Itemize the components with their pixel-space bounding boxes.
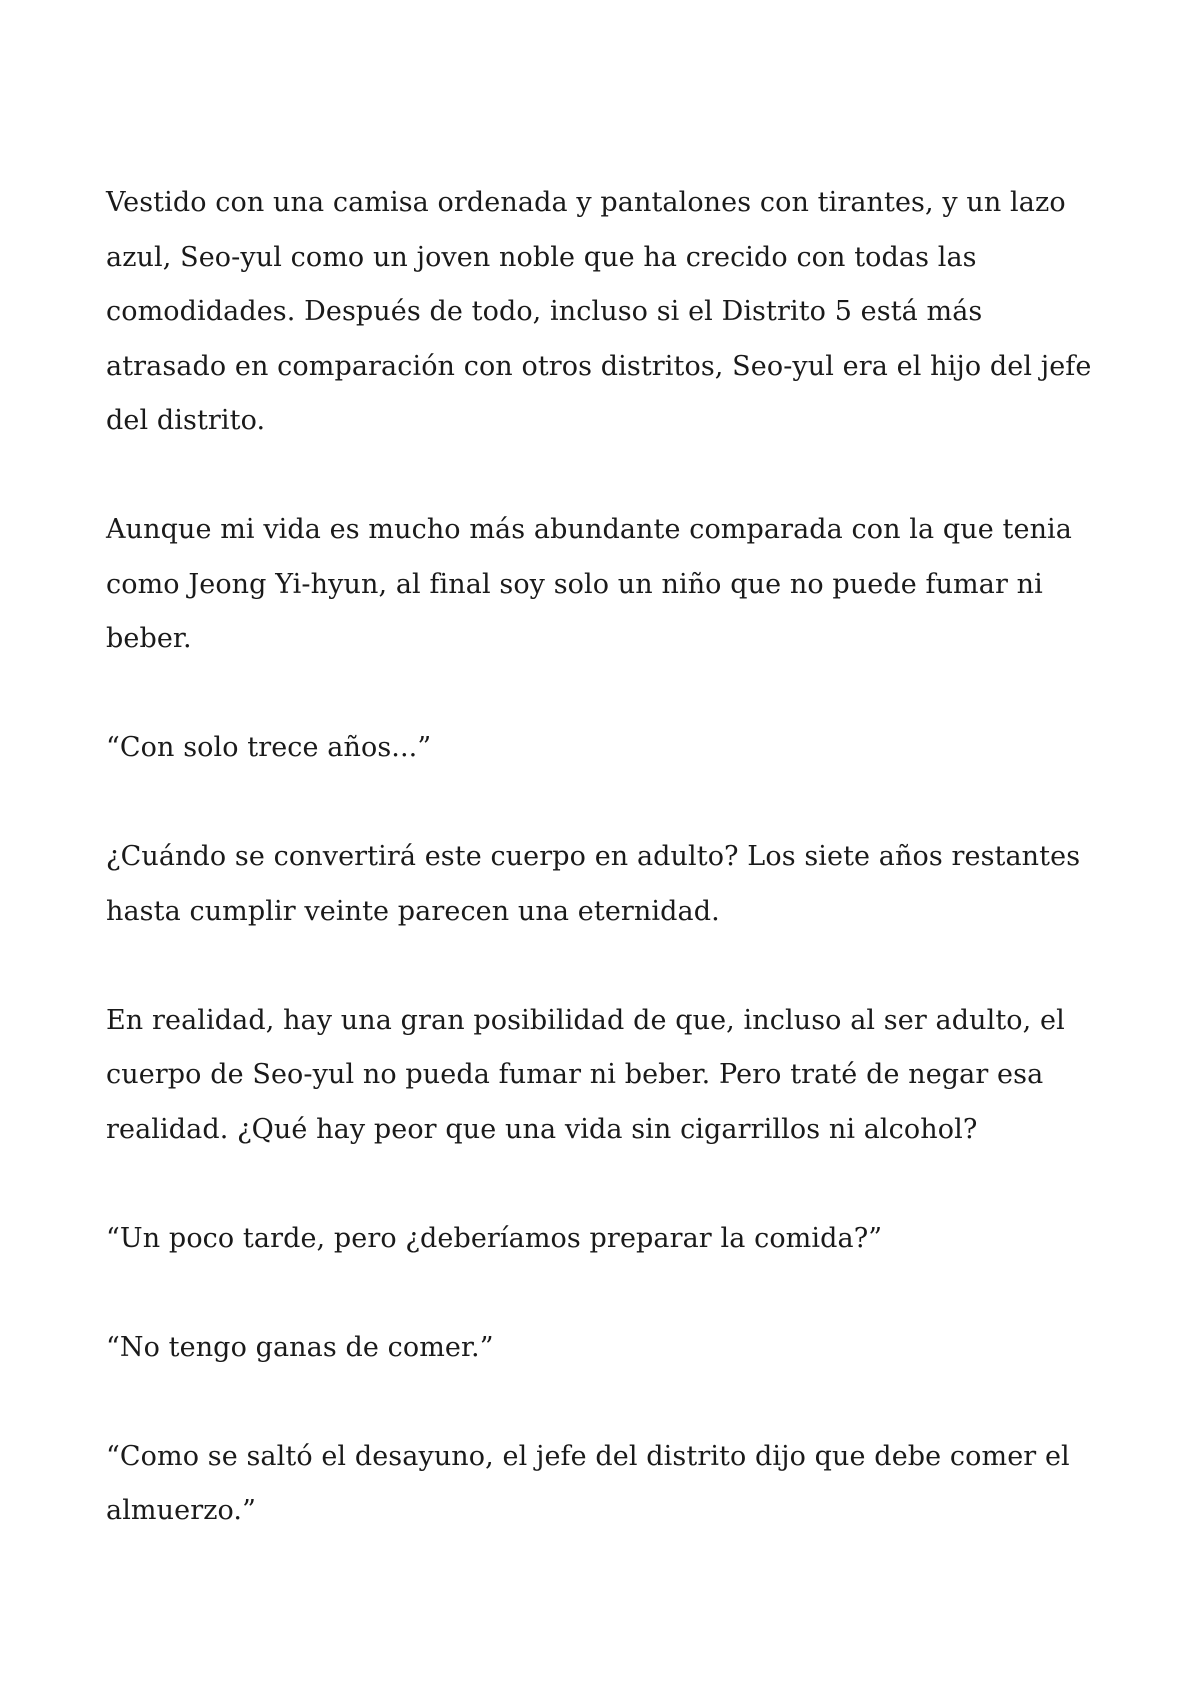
paragraph: “No tengo ganas de comer.” <box>106 1331 494 1363</box>
document-body <box>106 176 1106 1539</box>
paragraph: Aunque mi vida es mucho más abundante comparada con la que tenia como Jeong Yi-hyun, al final soy solo un niño que no puede fumar ni beber. <box>106 514 1072 654</box>
paragraph: “Con solo trece años...” <box>106 732 432 763</box>
paragraph: Vestido con una camisa ordenada y pantalones con tirantes, y un lazo azul, Seo-yul como un joven noble que ha crecido con todas las comodidades. Después de todo, incluso si el Distrito 5 está más atrasado en comparación con otros distritos, Seo-yul era el hijo del jefe del distrito. <box>106 187 1092 436</box>
paragraph: “Un poco tarde, pero ¿deberíamos preparar la comida?” <box>106 1222 883 1254</box>
paragraph: ¿Cuándo se convertirá este cuerpo en adulto? Los siete años restantes hasta cumplir veinte parecen una eternidad. <box>106 841 1081 927</box>
paragraph: En realidad, hay una gran posibilidad de que, incluso al ser adulto, el cuerpo de Seo-yul no pueda fumar ni beber. Pero traté de negar esa realidad. ¿Qué hay peor que una vida sin cigarrillos ni alcohol? <box>106 1004 1065 1145</box>
paragraph: “Como se saltó el desayuno, el jefe del distrito dijo que debe comer el almuerzo.” <box>106 1440 1070 1526</box>
